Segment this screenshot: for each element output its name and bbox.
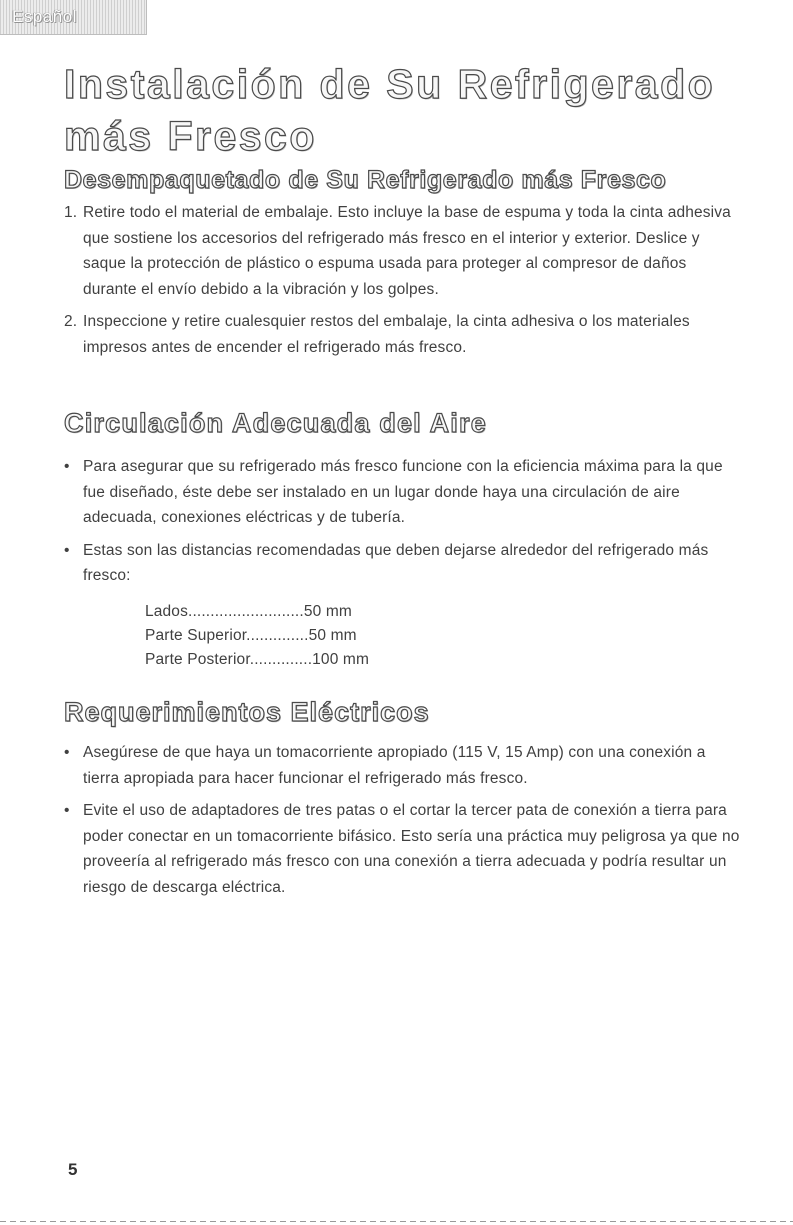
bottom-divider bbox=[0, 1221, 793, 1222]
unpacking-heading: Desempaquetado de Su Refrigerado más Fresco bbox=[64, 166, 667, 194]
page-number: 5 bbox=[68, 1160, 78, 1179]
list-item bbox=[64, 740, 744, 791]
list-item-text: Para asegurar que su refrigerado más fresco funcione con la eficiencia máxima para la que fue diseñado, éste debe ser instalado en un lugar donde haya una circulación de aire adecuada, conexiones eléctricas y de tubería. bbox=[83, 458, 723, 526]
air-circulation-heading: Circulación Adecuada del Aire bbox=[64, 408, 487, 438]
bullet-icon: • bbox=[64, 541, 70, 559]
distance-sides: Lados..........................50 mm bbox=[145, 603, 352, 620]
list-item-text: Asegúrese de que haya un tomacorriente apropiado (115 V, 15 Amp) con una conexión a tierra apropiada para hacer funcionar el refrigerado más fresco. bbox=[83, 744, 706, 787]
bullet-icon: • bbox=[64, 802, 70, 819]
bullet-icon: • bbox=[64, 458, 70, 475]
electrical-heading: Requerimientos Eléctricos bbox=[64, 697, 430, 727]
language-tab bbox=[0, 0, 147, 35]
list-item bbox=[64, 309, 744, 360]
bullet-icon: • bbox=[64, 744, 70, 761]
unpacking-list bbox=[64, 200, 744, 367]
list-item-text: Retire todo el material de embalaje. Esto incluye la base de espuma y toda la cinta adhesiva que sostiene los accesorios del refrigerado más fresco en el interior y exterior. Deslice y saque la protección de plástico o espuma usada para proteger al compresor de daños durante el envío debido a la vibración y los golpes. bbox=[83, 204, 731, 298]
list-item bbox=[64, 538, 744, 589]
air-circulation-list bbox=[64, 454, 744, 596]
distance-top: Parte Superior..............50 mm bbox=[145, 627, 357, 644]
list-item bbox=[64, 200, 744, 302]
electrical-list bbox=[64, 740, 744, 907]
list-item bbox=[64, 798, 744, 900]
distance-back: Parte Posterior..............100 mm bbox=[145, 651, 370, 668]
list-item-text: Estas son las distancias recomendadas que deben dejarse alrededor del refrigerado más fresco: bbox=[83, 541, 709, 584]
list-item-text: Evite el uso de adaptadores de tres patas o el cortar la tercer pata de conexión a tierra para poder conectar en un tomacorriente bifásico. Esto sería una práctica muy peligrosa ya que no proveería al refrigerado más fresco con una conexión a tierra adecuada y podría resultar un riesgo de descarga eléctrica. bbox=[83, 802, 740, 896]
list-item bbox=[64, 454, 744, 531]
list-marker: 2. bbox=[64, 313, 78, 330]
clearance-distances bbox=[145, 600, 369, 672]
language-tab-label: Español bbox=[12, 7, 77, 26]
page-title: Instalación de Su Refrigerado más Fresco bbox=[64, 61, 716, 159]
list-marker: 1. bbox=[64, 204, 78, 221]
list-item-text: Inspeccione y retire cualesquier restos del embalaje, la cinta adhesiva o los materiales impresos antes de encender el refrigerado más fresco. bbox=[83, 313, 690, 356]
